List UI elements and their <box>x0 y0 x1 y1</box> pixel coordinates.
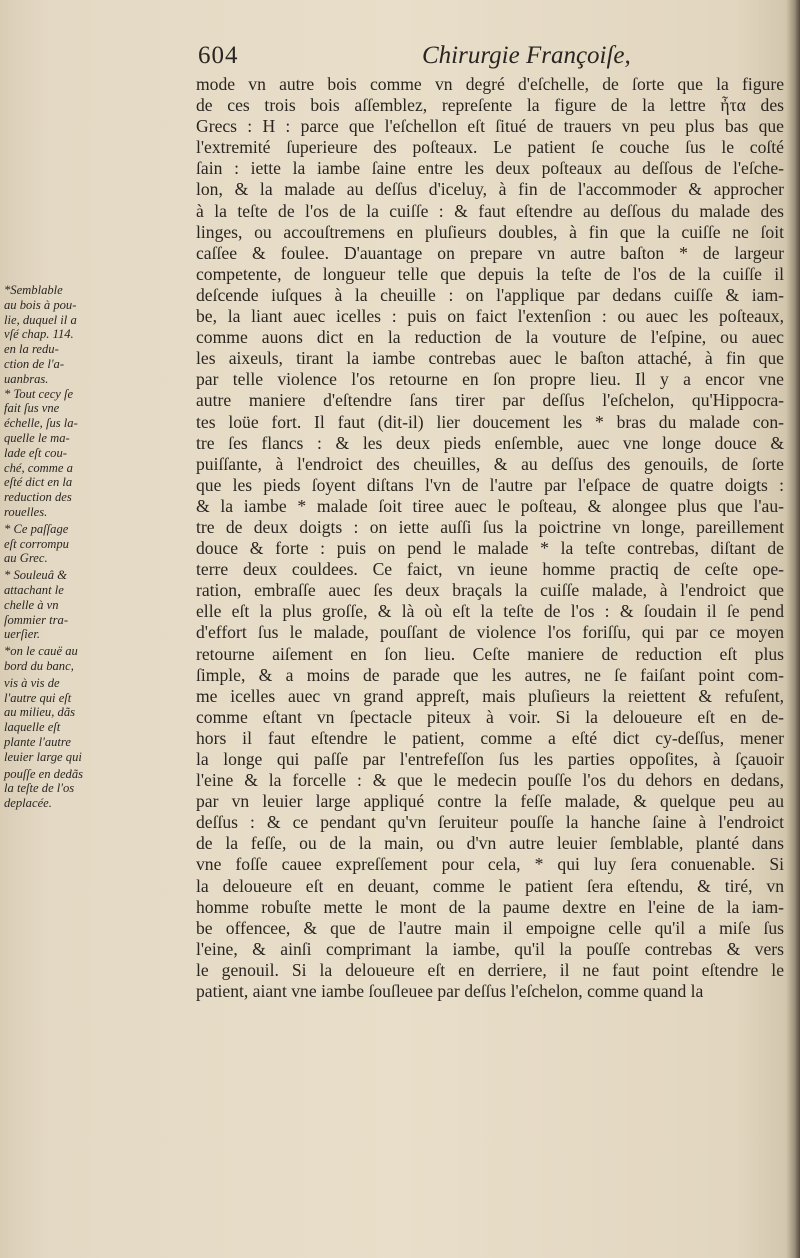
body-line: lon, & la malade au deſſus d'iceluy, à fin de l'accommoder & approcher <box>196 179 784 200</box>
body-line: de la feſſe, ou de la main, ou d'vn autre leuier ſemblable, planté dans <box>196 833 784 854</box>
margin-note-line: * Souleuâ & <box>4 568 67 583</box>
margin-note-line: uerſier. <box>4 627 41 642</box>
body-line: comme auons dict en la reduction de la vouture de l'eſpine, ou auec <box>196 327 784 348</box>
margin-note <box>4 522 188 566</box>
body-line: terre deux couldees. Ce faict, vn ieune homme practiq de ceſte ope- <box>196 559 784 580</box>
margin-note-line: reduction des <box>4 490 72 505</box>
body-line: elle eſt la plus groſſe, & là où eſt la teſte de l'os : & ſoudain il ſe pend <box>196 601 784 622</box>
body-line: tes loüe fort. Il faut (dit-il) lier doucement les * bras du malade con- <box>196 411 784 432</box>
page-number: 604 <box>198 42 239 69</box>
margin-note-line: au Grec. <box>4 551 48 566</box>
body-line: ration, embraſſe auec ſes deux braçals la cuiſſe malade, à l'endroict que <box>196 580 784 601</box>
body-line: hors il faut eſtendre le patient, comme a eſté dict cy-deſſus, mener <box>196 727 784 748</box>
body-line: la longe qui paſſe par l'entrefeſſon ſus les parties oppoſites, à ſçauoir <box>196 749 784 769</box>
margin-note-line: attachant le <box>4 582 64 597</box>
body-line: l'extremité ſuperieure des poſteaux. Le patient ſe couche ſus le coſté <box>196 137 784 158</box>
margin-note-line: lie, duquel il a <box>4 312 77 327</box>
body-line: ſimple, & a moins de parade que les autres, ne ſe faiſant point com- <box>196 664 784 685</box>
margin-note-line: chelle à vn <box>4 597 59 612</box>
body-line: douce & forte : puis on pend le malade * la teſte contrebas, diſtant de <box>196 538 784 559</box>
body-line: homme robuſte mette le mont de la paume dextre en l'eine de la iam- <box>196 896 784 917</box>
margin-note-line: deplacée. <box>4 796 52 811</box>
body-line: par vn leuier large appliqué contre la feſſe malade, & quelque peu au <box>196 791 784 812</box>
margin-note-line: ſommier tra- <box>4 612 69 627</box>
margin-notes <box>4 283 188 811</box>
body-line: la deloueure eſt en deuant, comme le patient ſera eſtendu, & tiré, vn <box>196 875 784 896</box>
body-line: retourne aiſement en ſon lieu. Ceſte maniere de reduction eſt plus <box>196 643 784 664</box>
margin-note-line: *Semblable <box>4 283 63 297</box>
margin-note-line: au milieu, dãs <box>4 705 76 720</box>
margin-note-line: vſé chap. 114. <box>4 327 74 342</box>
body-line: vne foſſe cauee expreſſement pour cela, * qui luy ſera conuenable. Si <box>196 854 784 875</box>
body-line: caſſee & foulee. D'auantage on prepare vn autre baſton * de largeur <box>196 242 784 263</box>
body-line: autre maniere d'eſtendre ſans tirer par deſſus l'eſchelon, qu'Hippocra- <box>196 390 784 411</box>
margin-note-line: lade eſt cou- <box>4 445 67 460</box>
body-line: mode vn autre bois comme vn degré d'eſchelle, de ſorte que la figure <box>196 74 784 94</box>
body-line: tre de deux doigts : on iette auſſi ſus la poictrine vn longe, pareillement <box>196 516 784 537</box>
body-line: Grecs : H : parce que l'eſchellon eſt ſitué de trauers vn peu plus bas que <box>196 116 784 137</box>
body-line: que les pieds ſoyent diſtans l'vn de l'autre par l'eſpace de quatre doigts : <box>196 474 784 495</box>
margin-note-line: bord du banc, <box>4 658 74 673</box>
margin-note-line: leuier large qui <box>4 749 82 764</box>
margin-note <box>4 676 188 765</box>
margin-note <box>4 387 188 520</box>
body-line: les aixeuls, tirant la iambe contrebas auec le baſton attaché, à fin que <box>196 348 784 369</box>
margin-note-line: quelle le ma- <box>4 430 70 445</box>
margin-note-line: ction de l'a- <box>4 356 65 371</box>
body-line: deſſus : & ce pendant qu'vn ſeruiteur pouſſe la hanche ſaine à l'endroict <box>196 812 784 833</box>
body-line: tre ſes flancs : & les deux pieds enſemble, auec vne longe douce & <box>196 432 784 453</box>
margin-note-line: échelle, ſus la- <box>4 416 78 431</box>
margin-note-line: vis à vis de <box>4 675 60 690</box>
margin-note-line: ché, comme a <box>4 460 73 475</box>
body-line: competente, de longueur telle que depuis la teſte de l'os de la cuiſſe il <box>196 263 784 284</box>
margin-note-line: * Ce paſſage <box>4 521 69 536</box>
running-title: Chirurgie Françoiſe, <box>422 42 631 69</box>
margin-note-line: uanbras. <box>4 371 49 386</box>
body-line: l'eine, & ainſi comprimant la iambe, qu'il la pouſſe contrebas & vers <box>196 938 784 959</box>
margin-note-line: laquelle eſt <box>4 720 61 735</box>
body-line: comme eſtant vn ſpectacle piteux à voir. Si la deloueure eſt en de- <box>196 706 784 727</box>
margin-note-line: eſté dict en la <box>4 475 73 490</box>
body-line: à la teſte de l'os de la cuiſſe : & faut eſtendre au deſſous du malade des <box>196 200 784 221</box>
body-line: be, la liant auec icelles : puis on faict l'extenſion : ou auec les poſteaux, <box>196 306 784 327</box>
margin-note-line: rouelles. <box>4 504 48 519</box>
margin-note-line: la teſte de l'os <box>4 781 75 796</box>
body-text <box>196 74 784 1002</box>
margin-note <box>4 568 188 642</box>
margin-note-line: eſt corrompu <box>4 536 69 551</box>
margin-note <box>4 767 188 811</box>
body-line: be offencee, & que de l'autre main il empoigne celle qu'il a miſe ſus <box>196 917 784 938</box>
margin-note <box>4 644 188 674</box>
body-line: par telle violence l'os retourne en ſon propre lieu. Il y a encor vne <box>196 369 784 390</box>
margin-note-line: pouſſe en dedãs <box>4 766 84 781</box>
body-line: patient, aiant vne iambe ſouſleuee par deſſus l'eſchelon, comme quand la <box>196 981 704 1002</box>
margin-note-line: au bois à pou- <box>4 297 77 312</box>
body-line: l'eine & la forcelle : & que le medecin pouſſe l'os du dehors en dedans, <box>196 770 784 791</box>
page-header <box>196 40 776 74</box>
page-edge-shadow <box>786 0 800 1258</box>
margin-note-line: en la redu- <box>4 342 59 357</box>
body-line: puiſſante, à l'endroict des cheuilles, & au deſſus des genouils, de ſorte <box>196 453 784 474</box>
body-line: de ces trois bois aſſemblez, repreſente la figure de la lettre ἦτα des <box>196 95 784 116</box>
margin-note-line: l'autre qui eſt <box>4 690 72 705</box>
margin-note-line: plante l'autre <box>4 734 71 749</box>
body-line: d'effort ſus le malade, pouſſant de violence l'os foriſſu, qui par ce moyen <box>196 622 784 643</box>
body-line: linges, ou accouſtremens en pluſieurs doubles, à fin que la cuiſſe ne ſoit <box>196 221 784 242</box>
body-line: & la iambe * malade ſoit tiree auec le poſteau, & alongee plus que l'au- <box>196 495 784 516</box>
margin-note-line: * Tout cecy ſe <box>4 386 74 401</box>
margin-note-line: fait ſus vne <box>4 401 60 416</box>
body-line: ſain : iette la iambe ſaine entre les deux poſteaux au deſſous de l'eſche- <box>196 158 784 179</box>
body-line: me icelles auec vn grand appreſt, mais pluſieurs la reiettent & refuſent, <box>196 685 784 706</box>
margin-note-line: *on le cauë au <box>4 644 78 659</box>
body-line: le genouil. Si la deloueure eſt en derriere, il ne faut point eſtendre le <box>196 959 784 980</box>
body-line: deſcende iuſques à la cheuille : on l'applique par dedans cuiſſe & iam- <box>196 284 784 305</box>
margin-note <box>4 283 188 387</box>
